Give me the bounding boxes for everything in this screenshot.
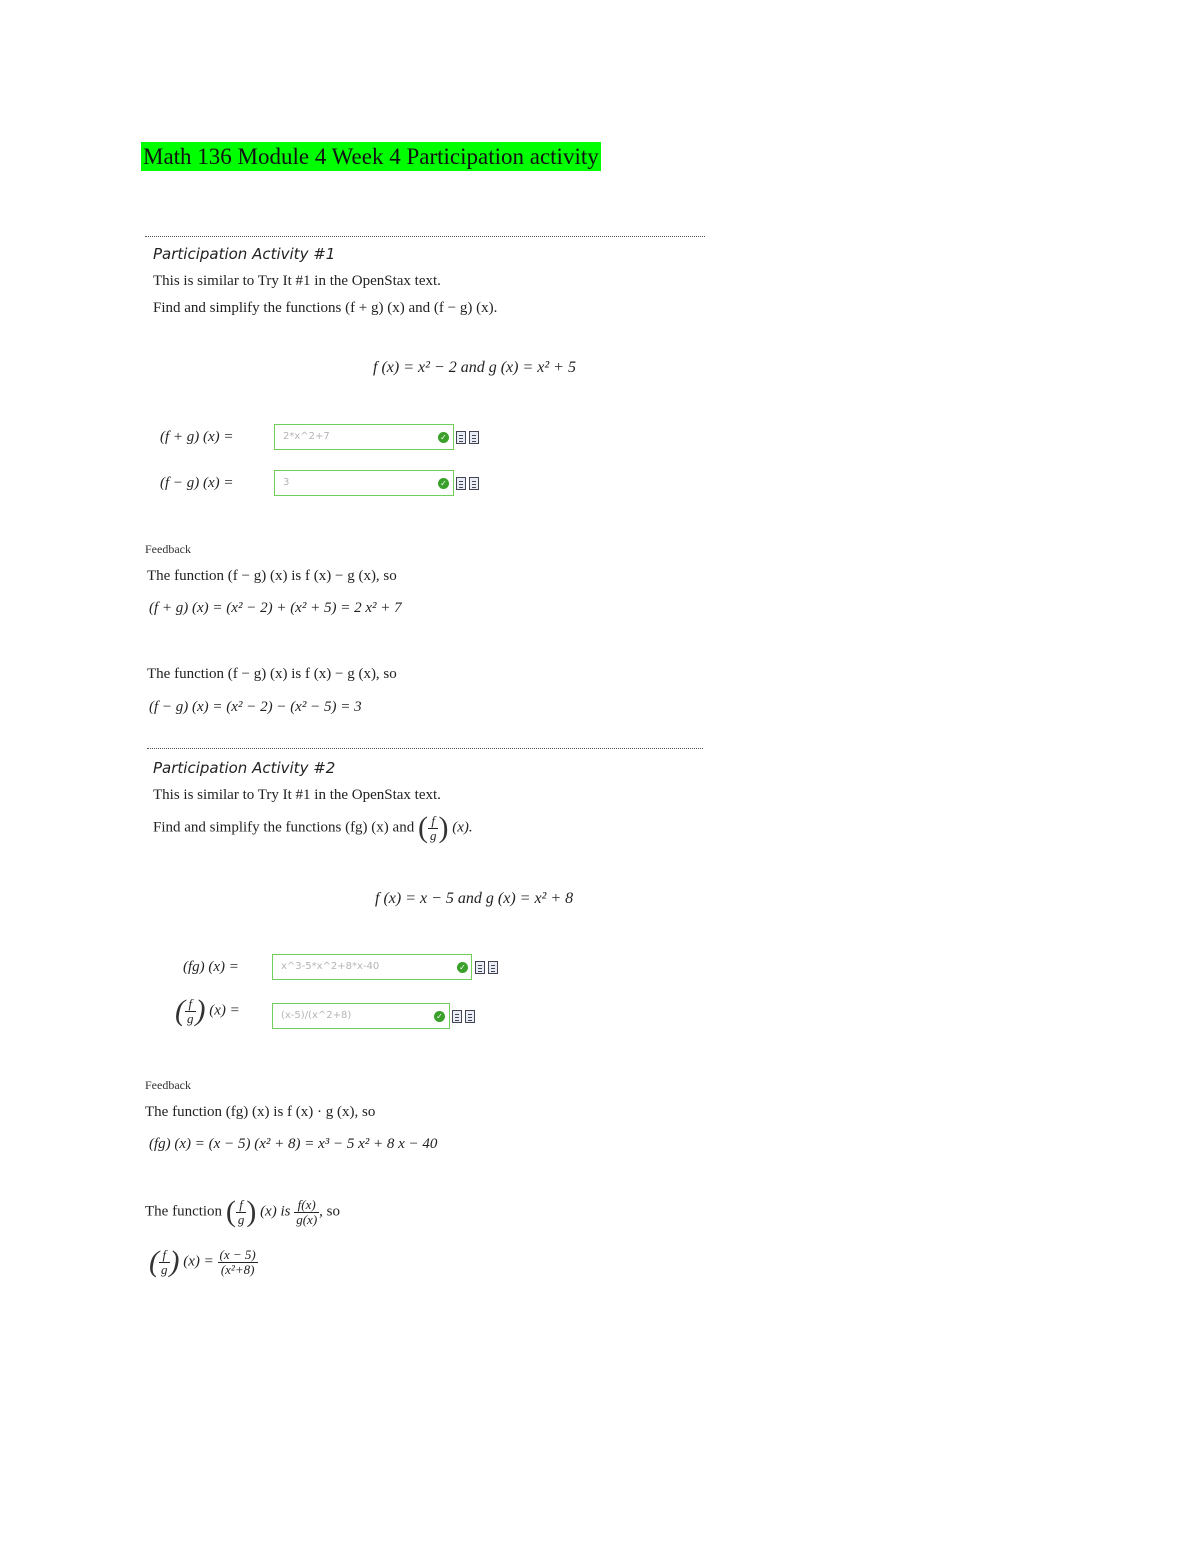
answer-input-difference[interactable]: 3	[274, 470, 454, 496]
help-icon[interactable]	[488, 961, 498, 974]
feedback-equation: (f − g) (x) = (x² − 2) − (x² − 5) = 3	[149, 699, 362, 715]
fraction-quotient-result: $\frac{(x - 5)}{\text{(x²+8)}}$	[219, 1246, 256, 1277]
activity-intro: This is similar to Try It #1 in the OpenStax text.	[153, 787, 441, 803]
instruction-text: Find and simplify the functions (fg) (x) and	[153, 819, 415, 836]
feedback-text: The function (f − g) (x) is f (x) − g (x), so	[147, 568, 397, 584]
feedback-text: The function (fg) (x) is f (x) · g (x), so	[145, 1104, 376, 1120]
preview-icon[interactable]	[475, 961, 485, 974]
feedback-text: The function ( $\frac{f}{g}$ ) (x) is $\frac{f(x)}{g(x)}$ , so	[145, 1195, 340, 1228]
activity-heading: Participation Activity #1	[153, 245, 336, 263]
divider	[145, 236, 705, 237]
help-icon[interactable]	[465, 1010, 475, 1023]
answer-label-sum: (f + g) (x) =	[160, 429, 234, 445]
preview-icon[interactable]	[456, 477, 466, 490]
fraction-f-over-g: $\frac{f}{g}$	[161, 1246, 168, 1277]
correct-check-icon: ✓	[438, 478, 449, 489]
fraction-f-over-g: $\frac{f}{g}$	[429, 812, 437, 843]
activity-instruction: Find and simplify the functions (f + g) (x) and (f − g) (x).	[153, 300, 498, 316]
answer-label-difference: (f − g) (x) =	[160, 475, 234, 491]
document-title: Math 136 Module 4 Week 4 Participation activity	[143, 144, 599, 169]
preview-icon[interactable]	[452, 1010, 462, 1023]
correct-check-icon: ✓	[438, 432, 449, 443]
feedback-label: Feedback	[145, 1078, 191, 1092]
given-functions: f (x) = x − 5 and g (x) = x² + 8	[375, 890, 574, 907]
instruction-text: (x).	[452, 819, 473, 836]
answer-input-sum[interactable]: 2*x^2+7	[274, 424, 454, 450]
divider	[147, 748, 703, 749]
feedback-label: Feedback	[145, 542, 191, 556]
given-functions: f (x) = x² − 2 and g (x) = x² + 5	[373, 359, 576, 376]
fraction-f-over-g: $\frac{f}{g}$	[237, 1196, 245, 1227]
answer-label-quotient: ( $\frac{f}{g}$ ) (x) =	[175, 994, 240, 1027]
correct-check-icon: ✓	[434, 1011, 445, 1022]
feedback-equation: (fg) (x) = (x − 5) (x² + 8) = x³ − 5 x² + 8 x − 40	[149, 1136, 438, 1152]
fraction-f-over-g: $\frac{f}{g}$	[187, 995, 194, 1026]
preview-icon[interactable]	[456, 431, 466, 444]
fraction-fx-over-gx: $\frac{f(x)}{g(x)}$	[296, 1196, 318, 1227]
correct-check-icon: ✓	[457, 962, 468, 973]
help-icon[interactable]	[469, 477, 479, 490]
answer-input-product[interactable]: x^3-5*x^2+8*x-40	[272, 954, 472, 980]
activity-instruction: Find and simplify the functions (fg) (x) and ( $\frac{f}{g}$ ) (x).	[153, 811, 473, 844]
help-icon[interactable]	[469, 431, 479, 444]
feedback-text: The function (f − g) (x) is f (x) − g (x), so	[147, 666, 397, 682]
answer-label-product: (fg) (x) =	[183, 959, 239, 975]
feedback-equation: ( $\frac{f}{g}$ ) (x) = $\frac{(x - 5)}{\text{(x²+8)}}$	[149, 1245, 256, 1278]
activity-intro: This is similar to Try It #1 in the OpenStax text.	[153, 273, 441, 289]
feedback-equation: (f + g) (x) = (x² − 2) + (x² + 5) = 2 x² + 7	[149, 600, 402, 616]
activity-heading: Participation Activity #2	[153, 759, 336, 777]
answer-input-quotient[interactable]: (x-5)/(x^2+8)	[272, 1003, 450, 1029]
